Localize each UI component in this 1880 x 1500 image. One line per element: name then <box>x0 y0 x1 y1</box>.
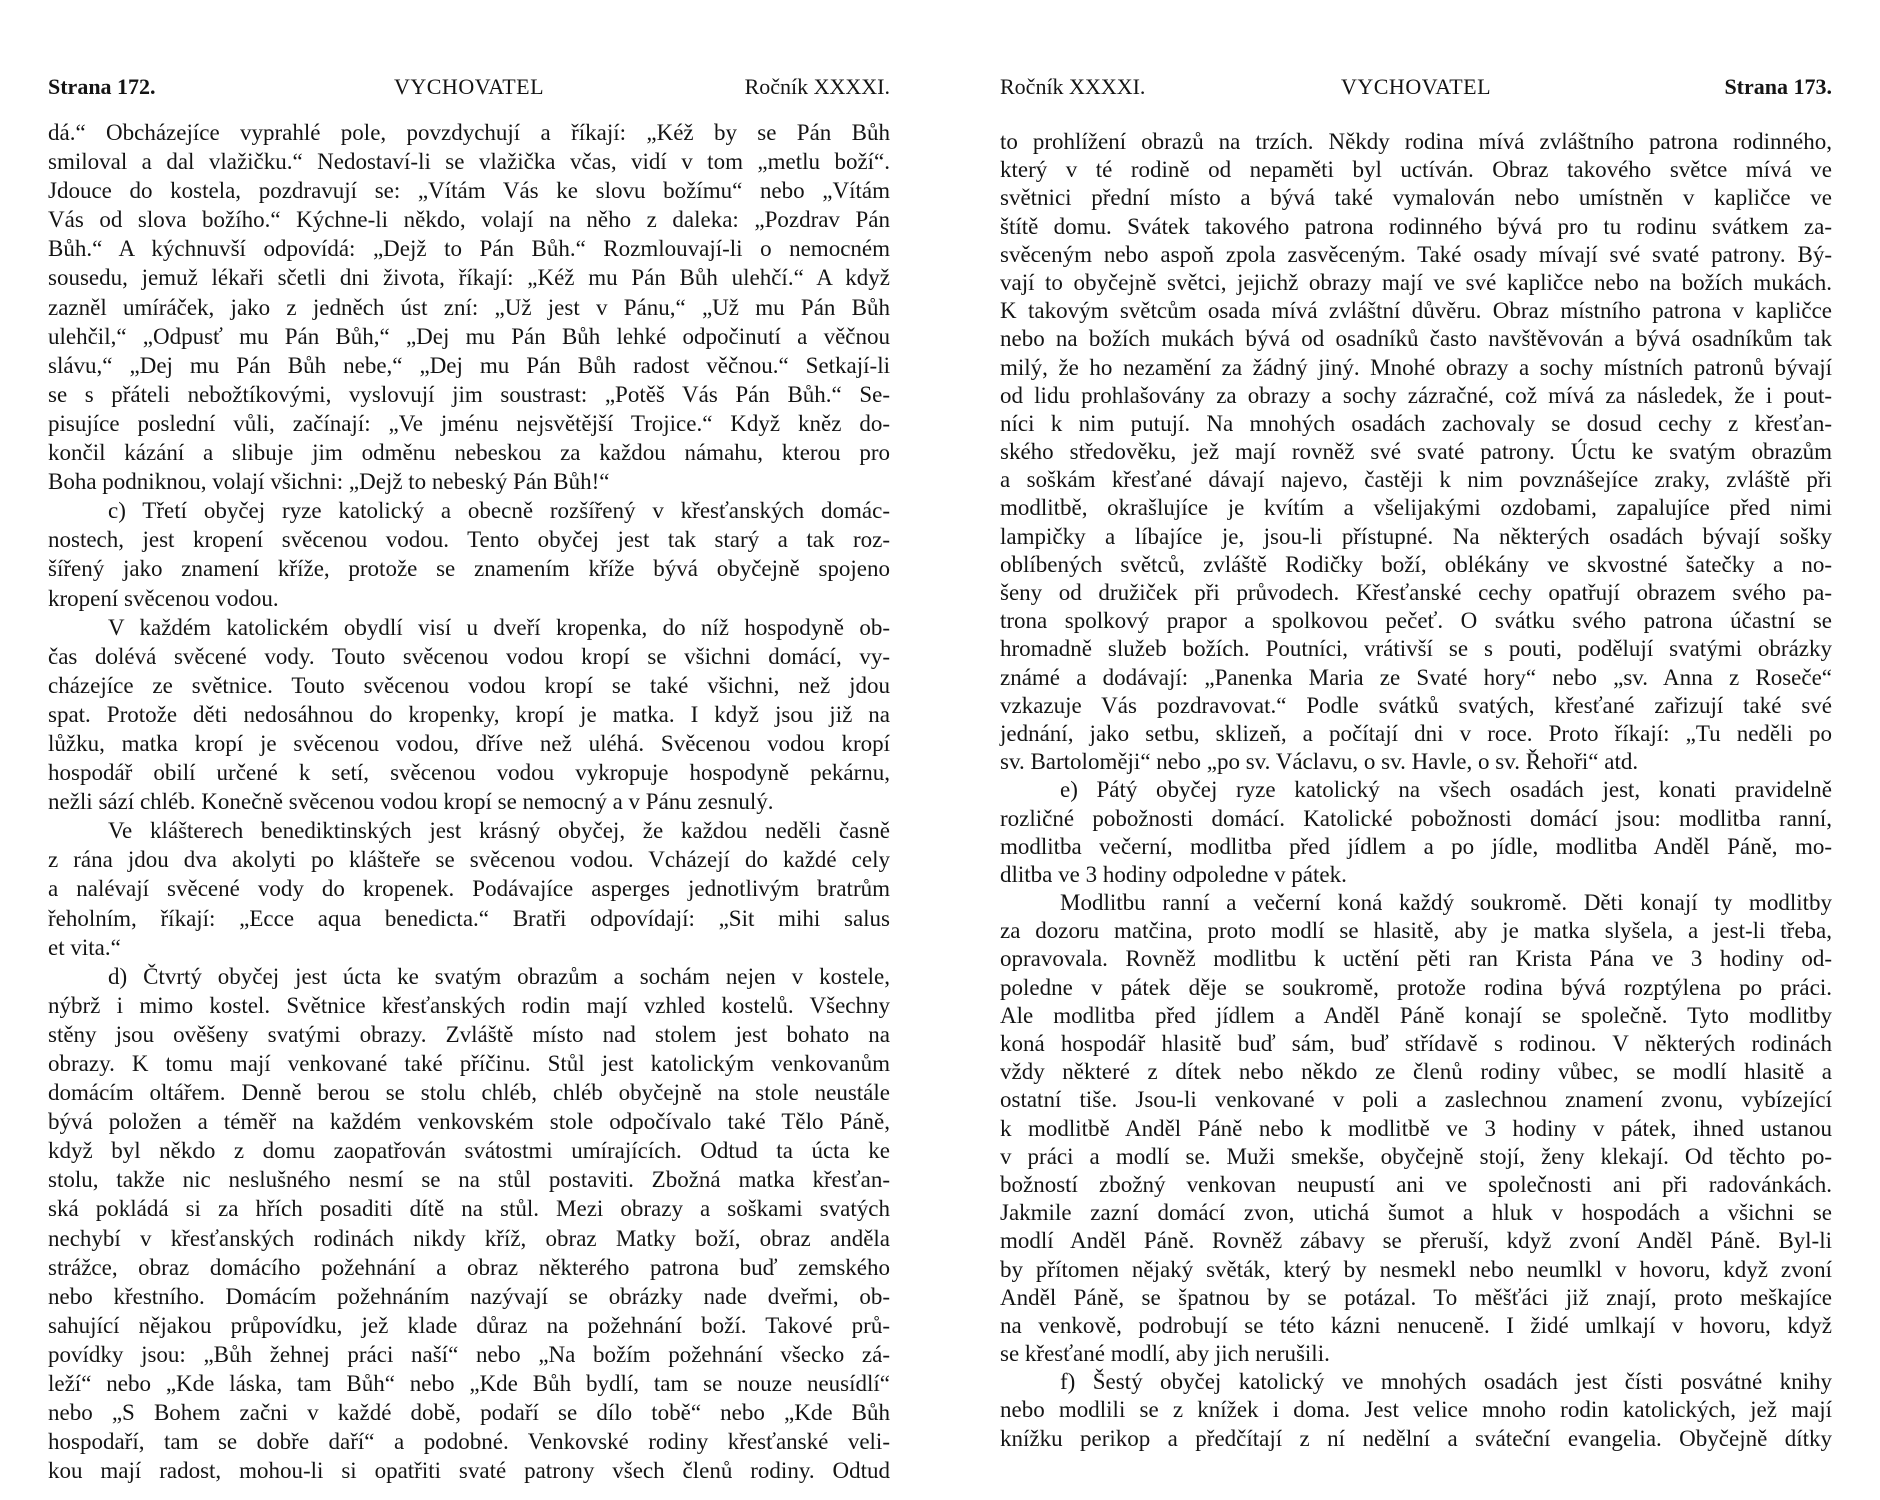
paragraph <box>48 613 890 817</box>
text-line: nežli sází chléb. Konečně svěcenou vodou kropí se nemocný a v Pánu zesnulý. <box>48 789 774 815</box>
text-line: v práci a modlí se. Muži smekše, obyčejně stojí, ženy klekají. Od těchto po- <box>1000 1143 1832 1169</box>
text-line: strážce, obraz domácího požehnání a obraz některého patrona buď zemského <box>48 1254 890 1280</box>
text-line: šeny od družiček při průvodech. Křesťanské cechy opatřují obrazem svého pa- <box>1000 580 1832 605</box>
text-line: smiloval a dal vlažičku.“ Nedostaví-li se vlažička včas, vidí v tom „metlu boží“. <box>48 149 890 175</box>
paragraph <box>48 118 890 496</box>
text-line: níci k nim putují. Na mnohých osadách zachovaly se dosud cechy z křesťan- <box>1000 410 1832 436</box>
text-line: hromadně služeb božích. Poutníci, vrátivší se s pouti, podělují svatými obrázky <box>1000 636 1832 662</box>
text-line: cházejíce ze světnice. Touto svěcenou vodou kropí se také všichni, než jdou <box>48 672 890 698</box>
left-page <box>48 0 890 1500</box>
text-line: K takovým světcům osada mívá zvláštní důvěru. Obraz místního patrona v kapličce <box>1000 298 1832 324</box>
text-line: sahující nějakou průpovídku, jež klade důraz na požehnání boží. Takové prů- <box>48 1312 890 1338</box>
text-line: nebo modlili se z knížek i doma. Jest velice mnoho rodin katolických, jež mají <box>1000 1397 1832 1423</box>
text-line: který v té rodině od nepaměti byl uctíván. Obraz takového světce mívá ve <box>1000 157 1832 183</box>
text-line: a soškám křesťané dávají najevo, častěji k nim povznášejíce zraky, zvláště při <box>1000 467 1832 493</box>
text-line: ulehčil,“ „Odpusť mu Pán Bůh,“ „Dej mu Pán Bůh lehké odpočinutí a věčnou <box>48 323 890 349</box>
text-line: hospodaří, tam se dobře daří“ a podobné. Venkovské rodiny křesťanské veli- <box>48 1429 890 1455</box>
text-line: lůžku, matka kropí je svěcenou vodou, dříve než uléhá. Svěcenou vodou kropí <box>48 730 890 756</box>
text-line: f) Šestý obyčej katolický ve mnohých osadách jest čísti posvátné knihy <box>1060 1369 1832 1395</box>
text-line: milý, že ho nezamění za žádný jiný. Mnohé obrazy a sochy místních patronů bývají <box>1000 354 1832 380</box>
text-line: Jakmile zazní domácí zvon, utichá šumot a hluk v hospodách a všichni se <box>1000 1200 1832 1226</box>
text-line: slávu,“ „Dej mu Pán Bůh nebe,“ „Dej mu Pán Bůh radost věčnou.“ Setkají-li <box>48 352 890 378</box>
text-line: modlí Anděl Páně. Rovněž zábavy se přeruší, když zvoní Anděl Páně. Byl-li <box>1000 1228 1832 1254</box>
text-line: modlitbě, okrašlujíce je kvítím a všelijakými ozdobami, zapalujíce před nimi <box>1000 495 1832 521</box>
page-number: Strana 172. <box>48 74 156 99</box>
text-line: od lidu prohlašovány za obrazy a sochy zázračné, což mívá za následek, že i pout- <box>1000 382 1832 408</box>
text-line: za dozoru matčina, proto modlí se hlasitě, aby je matka slyšela, a jest-li třeba, <box>1000 918 1832 944</box>
text-line: et vita.“ <box>48 934 121 960</box>
text-line: e) Pátý obyčej ryze katolický na všech osadách jest, konati pravidelně <box>1060 777 1832 803</box>
volume-label: Ročník XXXXI. <box>1000 74 1146 99</box>
text-line: Anděl Páně, se špatnou by se potázal. To měšťáci již znají, proto meškajíce <box>1000 1284 1832 1310</box>
text-line: bývá položen a téměř na každém venkovském stole odpočívalo také Tělo Páně, <box>48 1109 890 1135</box>
text-line: koná hospodář hlasitě buď sám, buď střídavě s rodinou. V některých rodinách <box>1000 1031 1832 1056</box>
text-line: nostech, jest kropení svěcenou vodou. Tento obyčej jest tak starý a tak roz- <box>48 527 890 553</box>
text-line: nechybí v křesťanských rodinách nikdy kříž, obraz Matky boží, obraz anděla <box>48 1225 890 1251</box>
paragraph <box>1000 128 1832 776</box>
text-line: by přítomen nějaký světák, který by nesmekl nebo neumlkl v hovoru, když zvoní <box>1000 1256 1832 1282</box>
text-line: ského středověku, jež mají rovněž své svaté patrony. Úctu ke svatým obrazům <box>1000 439 1832 465</box>
volume-label: Ročník XXXXI. <box>744 74 890 99</box>
text-line: Modlitbu ranní a večerní koná každý soukromě. Děti konají ty modlitby <box>1060 890 1832 916</box>
text-line: když byl někdo z domu zaopatřován svátostmi umírajících. Odtud ta úcta ke <box>48 1138 890 1164</box>
text-line: to prohlížení obrazů na trzích. Někdy rodina mívá zvláštního patrona rodinného, <box>1000 129 1832 154</box>
text-line: oblíbených světců, zvláště Rodičky boží, oblékány ve skvostné šatečky a no- <box>1000 551 1832 577</box>
text-line: končil kázání a slibuje jim odměnu nebeskou za každou námahu, kterou pro <box>48 440 890 466</box>
text-line: nebo na božích mukách bývá od osadníků často navštěvován a bývá osadníkům tak <box>1000 326 1832 352</box>
paragraph <box>48 496 890 612</box>
paragraph <box>48 962 890 1486</box>
text-line: trona spolkový prapor a spolkovou pečeť. O svátku svého patrona účastní se <box>1000 608 1832 634</box>
text-line: vají to obyčejně světci, jejichž obrazy mají ve své kapličce nebo na božích mukách. <box>1000 269 1832 295</box>
text-line: c) Třetí obyčej ryze katolický a obecně rozšířený v křesťanských domác- <box>108 498 890 524</box>
text-line: štítě domu. Svátek takového patrona rodinného bývá pro tu rodinu svátkem za- <box>1000 213 1832 239</box>
text-line: Vás od slova božího.“ Kýchne-li někdo, volají na něho z daleka: „Pozdrav Pán <box>48 207 890 233</box>
text-line: knížku perikop a předčítají z ní nedělní a sváteční evangelia. Obyčejně dítky <box>1000 1425 1832 1451</box>
text-line: pisujíce poslední vůli, začínají: „Ve jménu nejsvětější Trojice.“ Když kněz do- <box>48 410 890 436</box>
text-line: svěceným nebo aspoň zpola zasvěceným. Také osady mívají své svaté patrony. Bý- <box>1000 241 1832 267</box>
text-line: hospodář obilí určené k setí, svěcenou vodou vykropuje hospodyně pekárnu, <box>48 760 890 786</box>
paragraph <box>48 816 890 961</box>
text-line: rozličné pobožnosti domácí. Katolické pobožnosti domácí jsou: modlitba ranní, <box>1000 805 1832 831</box>
text-line: kou mají radost, mohou-li si opatřiti svaté patrony všech členů rodiny. Odtud <box>48 1458 890 1484</box>
text-line: poledne v pátek děje se soukromě, protože rodina bývá rozptýlena po práci. <box>1000 974 1832 1000</box>
text-line: ská pokládá si za hřích posaditi dítě na stůl. Mezi obrazy a soškami svatých <box>48 1196 890 1222</box>
text-line: šířený jako znamení kříže, protože se znamením kříže bývá obyčejně spojeno <box>48 556 890 582</box>
paragraph <box>1000 1368 1832 1453</box>
text-line: sousedu, jemuž lékaři sčetli dni života, říkají: „Kéž mu Pán Bůh ulehčí.“ A když <box>48 265 890 291</box>
text-line: známé a dodávají: „Panenka Maria ze Svaté hory“ nebo „sv. Anna z Roseče“ <box>1000 664 1832 690</box>
text-line: se s přáteli nebožtíkovými, vyslovují jim soustrast: „Potěš Vás Pán Bůh.“ Se- <box>48 381 890 407</box>
text-line: řeholním, říkají: „Ecce aqua benedicta.“ Bratři odpovídají: „Sit mihi salus <box>48 905 890 931</box>
text-line: stolu, takže nic neslušného nesmí se na stůl postaviti. Zbožná matka křesťan- <box>48 1167 890 1193</box>
text-line: dlitba ve 3 hodiny odpoledne v pátek. <box>1000 861 1347 887</box>
right-page <box>1000 0 1832 1500</box>
page-body <box>48 118 890 1485</box>
text-line: Bůh.“ A kýchnuvší odpovídá: „Dejž to Pán Bůh.“ Rozmlouvají-li o nemocném <box>48 236 890 262</box>
text-line: V každém katolickém obydlí visí u dveří kropenka, do níž hospodyně ob- <box>108 614 890 640</box>
text-line: k modlitbě Anděl Páně nebo k modlitbě ve 3 hodiny v pátek, ihned ustanou <box>1000 1115 1832 1141</box>
text-line: povídky jsou: „Bůh žehnej práci naší“ nebo „Na božím požehnání všecko zá- <box>48 1341 890 1367</box>
text-line: zazněl umíráček, jako z jedněch úst zní: „Už jest v Pánu,“ „Už mu Pán Bůh <box>48 294 890 320</box>
journal-title: VYCHOVATEL <box>1340 74 1492 99</box>
paragraph <box>1000 776 1832 889</box>
text-line: světnici přední místo a bývá také vymalován nebo umístněn v kapličce ve <box>1000 185 1832 211</box>
text-line: opravovala. Rovněž modlitbu k uctění pěti ran Krista Pána ve 3 hodiny od- <box>1000 946 1832 972</box>
text-line: nebo „S Bohem začni v každé době, podaří se dílo tobě“ nebo „Kde Bůh <box>48 1400 890 1426</box>
text-line: dá.“ Obcházejíce vyprahlé pole, povzdychují a říkají: „Kéž by se Pán Bůh <box>48 120 890 145</box>
text-line: Boha podniknou, volají všichni: „Dejž to nebeský Pán Bůh!“ <box>48 469 610 495</box>
journal-title: VYCHOVATEL <box>393 74 545 99</box>
text-line: nýbrž i mimo kostel. Světnice křesťanských rodin mají vzhled kostelů. Všechny <box>48 992 890 1018</box>
page-body <box>1000 128 1832 1453</box>
text-line: Ale modlitba před jídlem a Anděl Páně konají se společně. Tyto modlitby <box>1000 1002 1832 1028</box>
text-line: vždy některé z dítek nebo někdo ze členů rodiny vůbec, se modlí hlasitě a <box>1000 1059 1832 1085</box>
text-line: jednání, jako setbu, sklizeň, a počítají dni v roce. Proto říkají: „Tu neděli po <box>1000 720 1832 746</box>
text-line: leží“ nebo „Kde láska, tam Bůh“ nebo „Kde Bůh bydlí, tam se nouze neusídlí“ <box>48 1371 890 1397</box>
text-line: se křesťané modlí, aby jich nerušili. <box>1000 1341 1330 1367</box>
page-number: Strana 173. <box>1724 74 1832 99</box>
text-line: sv. Bartoloměji“ nebo „po sv. Václavu, o sv. Havle, o sv. Řehoři“ atd. <box>1000 749 1639 775</box>
text-line: nebo křestního. Domácím požehnáním nazývají se obrázky nade dveřmi, ob- <box>48 1283 890 1309</box>
text-line: ostatní tiše. Jsou-li venkované v poli a zaslechnou znamení zvonu, vybízející <box>1000 1087 1832 1113</box>
text-line: domácím oltářem. Denně berou se stolu chléb, chléb obyčejně na stole neustále <box>48 1080 890 1106</box>
text-line: spat. Protože děti nedosáhnou do kropenky, kropí je matka. I když jsou již na <box>48 701 890 727</box>
text-line: z rána jdou dva akolyti po klášteře se svěcenou vodou. Vcházejí do každé cely <box>48 847 890 873</box>
text-line: Jdouce do kostela, pozdravují se: „Vítám Vás ke slovu božímu“ nebo „Vítám <box>48 178 890 204</box>
paragraph <box>1000 889 1832 1368</box>
text-line: kropení svěcenou vodou. <box>48 585 279 611</box>
text-line: obrazy. K tomu mají venkované také příčinu. Stůl jest katolickým venkovanům <box>48 1051 890 1076</box>
text-line: lampičky a líbajíce je, jsou-li přístupné. Na některých osadách bývají sošky <box>1000 523 1832 549</box>
text-line: vzkazuje Vás pozdravovat.“ Podle svátků svatých, křesťané zařizují také své <box>1000 692 1832 718</box>
text-line: Ve klášterech benediktinských jest krásný obyčej, že každou neděli časně <box>108 818 890 844</box>
text-line: čas dolévá svěcené vody. Touto svěcenou vodou kropí se všichni domácí, vy- <box>48 643 890 669</box>
page-header <box>1000 74 1832 102</box>
text-line: a nalévají svěcené vody do kropenek. Podávajíce asperges jednotlivým bratrům <box>48 876 890 902</box>
text-line: stěny jsou ověšeny svatými obrazy. Zvláště místo nad stolem jest bohato na <box>48 1021 890 1047</box>
text-line: d) Čtvrtý obyčej jest úcta ke svatým obrazům a sochám nejen v kostele, <box>108 963 890 989</box>
text-line: na venkově, podrobují se této kázni nenuceně. I židé umlkají v hovoru, když <box>1000 1312 1832 1338</box>
page-header <box>48 74 890 102</box>
text-line: božností zbožný venkovan neupustí ani ve společnosti ani při radovánkách. <box>1000 1171 1832 1197</box>
text-line: modlitba večerní, modlitba před jídlem a po jídle, modlitba Anděl Páně, mo- <box>1000 833 1832 859</box>
